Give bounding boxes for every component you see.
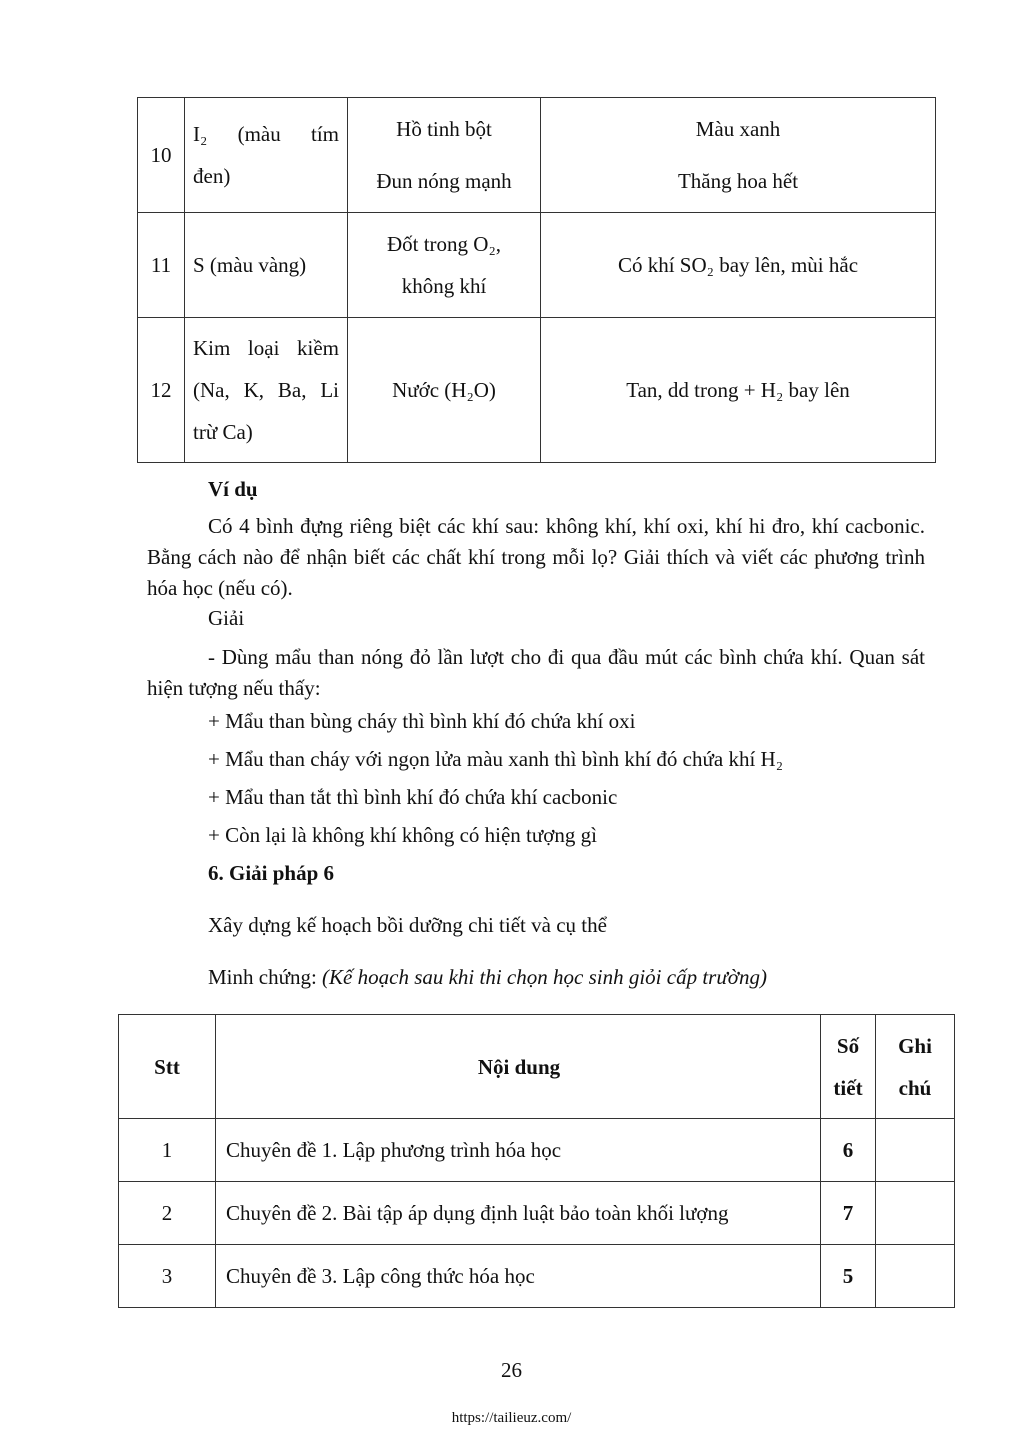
header-periods-line: Số	[836, 1033, 860, 1058]
plan-table	[118, 1014, 955, 1308]
solution-label: Giải	[208, 606, 245, 630]
table-row	[119, 1182, 955, 1245]
solution-point: + Mẩu than bùng cháy thì bình khí đó chứa khí oxi	[208, 709, 636, 733]
row-number: 12	[138, 318, 185, 463]
solution6-heading: 6. Giải pháp 6	[208, 861, 335, 885]
reagent-line: không khí	[401, 274, 487, 298]
reagent-line: Nước (H₂O)	[392, 378, 496, 402]
row-stt: 1	[119, 1119, 216, 1182]
phenomenon-line: Màu xanh	[695, 117, 781, 141]
reagent-line: Đun nóng mạnh	[376, 169, 512, 193]
substance-cell	[185, 318, 348, 463]
table-row	[138, 318, 936, 463]
solution-point: + Mẩu than tắt thì bình khí đó chứa khí cacbonic	[208, 785, 618, 809]
header-note-line: Ghi	[898, 1033, 932, 1058]
table-row	[119, 1245, 955, 1308]
reagent-cell	[348, 98, 541, 213]
solution6-description: Xây dựng kế hoạch bồi dưỡng chi tiết và cụ thể	[208, 913, 607, 937]
row-stt: 2	[119, 1182, 216, 1245]
table-row	[138, 98, 936, 213]
row-note	[876, 1182, 955, 1245]
phenomenon-line: Thăng hoa hết	[677, 169, 799, 193]
substance-cell	[185, 213, 348, 318]
solution-point: + Mẩu than cháy với ngọn lửa màu xanh thì bình khí đó chứa khí H₂	[208, 747, 784, 771]
row-content: Chuyên đề 3. Lập công thức hóa học	[216, 1245, 821, 1308]
phenomenon-cell	[541, 213, 936, 318]
row-note	[876, 1245, 955, 1308]
footer-url: https://tailieuz.com/	[451, 1410, 572, 1426]
substance-cell	[185, 98, 348, 213]
phenomenon-cell	[541, 318, 936, 463]
row-number: 11	[138, 213, 185, 318]
substance-line: S (màu vàng)	[193, 253, 307, 277]
reagent-cell	[348, 318, 541, 463]
table-row	[138, 213, 936, 318]
header-note	[876, 1015, 955, 1119]
row-periods: 5	[821, 1245, 876, 1308]
row-content: Chuyên đề 2. Bài tập áp dụng định luật bảo toàn khối lượng	[216, 1182, 821, 1245]
solution-point: + Còn lại là không khí không có hiện tượng gì	[208, 823, 597, 847]
example-heading: Ví dụ	[208, 477, 258, 501]
table-row	[119, 1119, 955, 1182]
header-stt: Stt	[119, 1015, 216, 1119]
reagent-line: Đốt trong O₂,	[386, 232, 502, 256]
row-number: 10	[138, 98, 185, 213]
phenomenon-line: Tan, dd trong + H₂ bay lên	[626, 378, 850, 402]
evidence-label: Minh chứng:	[208, 965, 323, 989]
example-question: Có 4 bình đựng riêng biệt các khí sau: không khí, khí oxi, khí hi đro, khí cacbonic. Bằng cách nào để nhận biết các chất khí trong mỗi lọ? Giải thích và viết các phương trình hóa học (nếu có).	[147, 514, 925, 600]
page-number: 26	[501, 1358, 522, 1382]
substance-line: đen)	[193, 164, 231, 188]
substance-line: I₂ (màu tím	[193, 122, 339, 146]
header-note-line: chú	[898, 1075, 932, 1100]
substance-line: trừ Ca)	[193, 420, 253, 444]
identification-table	[137, 97, 936, 463]
row-note	[876, 1119, 955, 1182]
substance-line: Kim loại kiềm	[193, 336, 339, 360]
evidence-line	[208, 962, 767, 993]
row-periods: 7	[821, 1182, 876, 1245]
header-periods-line: tiết	[833, 1075, 863, 1100]
row-stt: 3	[119, 1245, 216, 1308]
substance-line: (Na, K, Ba, Li	[193, 378, 339, 402]
reagent-line: Hồ tinh bột	[396, 117, 492, 141]
header-periods	[821, 1015, 876, 1119]
phenomenon-cell	[541, 98, 936, 213]
table-header-row	[119, 1015, 955, 1119]
evidence-note: (Kế hoạch sau khi thi chọn học sinh giỏi cấp trường)	[322, 965, 767, 989]
row-periods: 6	[821, 1119, 876, 1182]
phenomenon-line: Có khí SO₂ bay lên, mùi hắc	[617, 253, 859, 277]
solution-intro: - Dùng mẩu than nóng đỏ lần lượt cho đi qua đầu mút các bình chứa khí. Quan sát hiện tượng nếu thấy:	[147, 645, 925, 700]
row-content: Chuyên đề 1. Lập phương trình hóa học	[216, 1119, 821, 1182]
reagent-cell	[348, 213, 541, 318]
header-content: Nội dung	[216, 1015, 821, 1119]
